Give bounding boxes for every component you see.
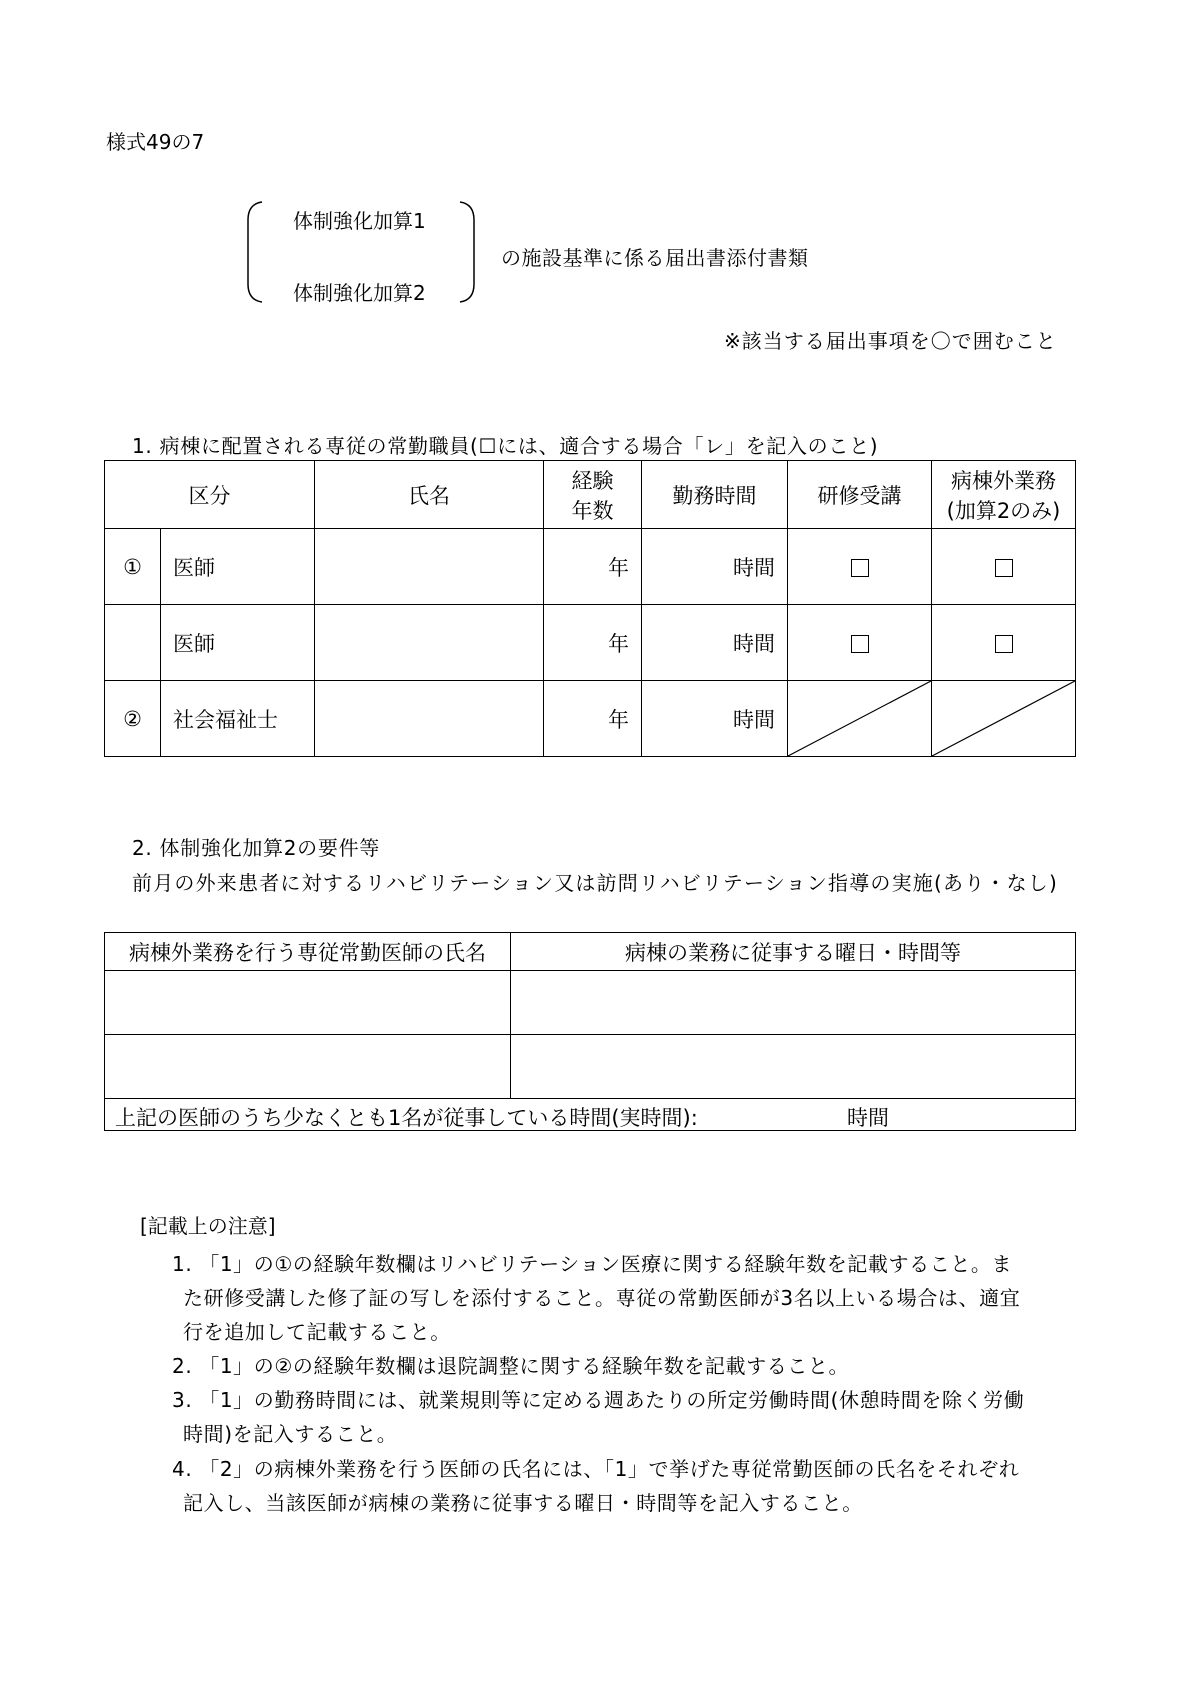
header-offward-line2: (加算2のみ) <box>946 498 1061 523</box>
hour-unit: 時間 <box>733 631 775 656</box>
doctor-name-cell[interactable] <box>105 1035 511 1099</box>
year-unit: 年 <box>608 631 629 656</box>
header-doctor-name: 病棟外業務を行う専従常勤医師の氏名 <box>105 933 511 971</box>
offward-checkbox[interactable] <box>995 559 1013 577</box>
header-training: 研修受講 <box>788 461 932 529</box>
schedule-cell[interactable] <box>511 1035 1076 1099</box>
table-row <box>105 681 1076 757</box>
doctor-schedule-table <box>104 932 1076 1131</box>
diagonal-strike <box>932 681 1075 756</box>
offward-cell <box>932 605 1076 681</box>
header-category: 区分 <box>105 461 315 529</box>
hours-cell[interactable] <box>642 605 788 681</box>
row-number: ② <box>105 681 161 757</box>
note-line: 2. 「1」の②の経験年数欄は退院調整に関する経験年数を記載すること。 <box>172 1354 850 1378</box>
schedule-cell[interactable] <box>511 971 1076 1035</box>
note-line: 4. 「2」の病棟外業務を行う医師の氏名には、「1」で挙げた専従常勤医師の氏名をそれぞれ <box>172 1457 1020 1481</box>
header-hours: 勤務時間 <box>642 461 788 529</box>
section2-subtitle: 前月の外来患者に対するリハビリテーション又は訪問リハビリテーション指導の実施(あり・なし) <box>132 871 1059 895</box>
header-experience <box>544 461 642 529</box>
training-checkbox[interactable] <box>851 559 869 577</box>
row-number <box>105 605 161 681</box>
instruction-note: ※該当する届出事項を〇で囲むこと <box>724 329 1057 353</box>
experience-cell[interactable] <box>544 605 642 681</box>
hours-cell[interactable] <box>642 529 788 605</box>
offward-checkbox[interactable] <box>995 635 1013 653</box>
table-row <box>105 971 1076 1035</box>
table-row <box>105 1035 1076 1099</box>
note-line: 行を追加して記載すること。 <box>183 1320 451 1344</box>
diagonal-strike <box>788 681 931 756</box>
training-cell <box>788 605 932 681</box>
right-bracket <box>458 200 478 304</box>
hour-unit: 時間 <box>733 707 775 732</box>
training-checkbox[interactable] <box>851 635 869 653</box>
name-cell[interactable] <box>315 681 544 757</box>
hours-cell[interactable] <box>642 681 788 757</box>
name-cell[interactable] <box>315 605 544 681</box>
section2-title: 2. 体制強化加算2の要件等 <box>132 836 380 860</box>
total-hours-unit: 時間 <box>847 1106 889 1130</box>
note-line: 記入し、当該医師が病棟の業務に従事する曜日・時間等を記入すること。 <box>183 1491 863 1515</box>
year-unit: 年 <box>608 707 629 732</box>
staff-table-header <box>105 461 1076 529</box>
experience-cell[interactable] <box>544 681 642 757</box>
doctor-name-cell[interactable] <box>105 971 511 1035</box>
note-line: た研修受講した修了証の写しを添付すること。専従の常勤医師が3名以上いる場合は、適宜 <box>183 1286 1021 1310</box>
offward-cell-na <box>932 681 1076 757</box>
experience-cell[interactable] <box>544 529 642 605</box>
header-name: 氏名 <box>315 461 544 529</box>
total-hours-label: 上記の医師のうち少なくとも1名が従事している時間(実時間): <box>115 1106 698 1130</box>
option-1-text: 体制強化加算1 <box>293 209 426 233</box>
doctor-table-header <box>105 933 1076 971</box>
hour-unit: 時間 <box>733 555 775 580</box>
left-bracket <box>244 200 264 304</box>
note-line: 1. 「1」の①の経験年数欄はリハビリテーション医療に関する経験年数を記載すること。ま <box>172 1252 1013 1276</box>
note-line: 3. 「1」の勤務時間には、就業規則等に定める週あたりの所定労働時間(休憩時間を除く労働 <box>172 1388 1025 1412</box>
header-offward-line1: 病棟外業務 <box>951 468 1056 493</box>
row-role: 医師 <box>161 605 315 681</box>
total-hours-cell[interactable] <box>105 1099 1076 1131</box>
year-unit: 年 <box>608 555 629 580</box>
document-subject: の施設基準に係る届出書添付書類 <box>501 246 809 270</box>
staff-table <box>104 460 1076 757</box>
note-line: 時間)を記入すること。 <box>183 1422 398 1446</box>
row-role: 医師 <box>161 529 315 605</box>
training-cell <box>788 529 932 605</box>
training-cell-na <box>788 681 932 757</box>
header-offward <box>932 461 1076 529</box>
header-schedule: 病棟の業務に従事する曜日・時間等 <box>511 933 1076 971</box>
total-hours-row <box>105 1099 1076 1131</box>
table-row <box>105 605 1076 681</box>
header-experience-line2: 年数 <box>571 498 614 523</box>
section1-title: 1. 病棟に配置される専従の常勤職員(☐には、適合する場合「レ」を記入のこと) <box>132 434 879 458</box>
row-role: 社会福祉士 <box>161 681 315 757</box>
name-cell[interactable] <box>315 529 544 605</box>
notes-heading: [記載上の注意] <box>140 1214 276 1238</box>
offward-cell <box>932 529 1076 605</box>
header-experience-line1: 経験 <box>571 468 614 493</box>
table-row <box>105 529 1076 605</box>
row-number: ① <box>105 529 161 605</box>
option-2-text: 体制強化加算2 <box>293 281 426 305</box>
form-id: 様式49の7 <box>106 130 205 154</box>
